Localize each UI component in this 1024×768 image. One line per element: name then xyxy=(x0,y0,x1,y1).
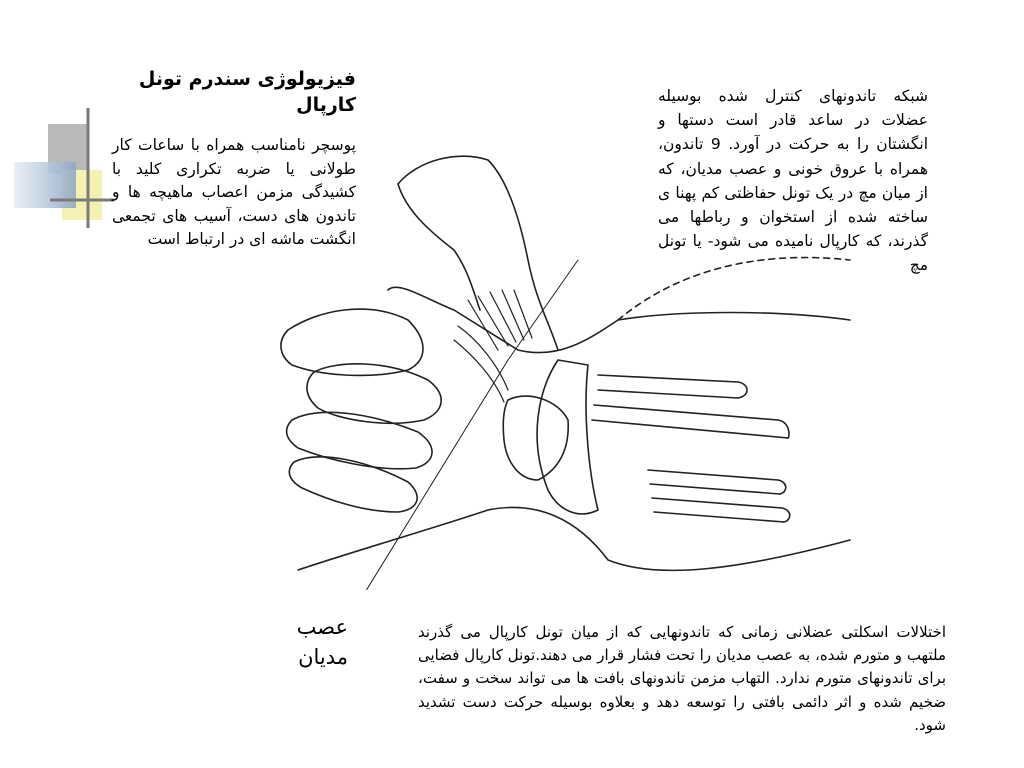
decorative-squares xyxy=(12,108,114,230)
carpal-tunnel-illustration xyxy=(258,150,858,590)
bottom-paragraph: اختلالات اسکلتی عضلانی زمانی که تاندونهایی که از میان تونل کارپال می گذرند ملتهب و متورم شده، به عصب مدیان را تحت فشار قرار می دهند.تونل کارپال فضایی برای تاندونهای متورم ندارد. التهاب مزمن تاندونهای بافت ها می تواند سخت و سفت، ضخیم شده و اثر دائمی بافتی را توسعه دهد و بعلاوه بوسیله حرکت دست تشدید شود. xyxy=(418,623,946,734)
median-nerve-label: عصب مدیان xyxy=(296,615,348,669)
slide-title: فیزیولوژی سندرم تونل کارپال xyxy=(138,68,356,116)
right-paragraph: شبکه تاندونهای کنترل شده بوسیله عضلات در ساعد قادر است دستها و انگشتان را به حرکت در آورد. 9 تاندون، همراه با عروق خونی و عصب مدیان، که از میان مچ در یک تونل حفاظتی کم پهنا ی ساخته شده از استخوان و رباطها می گذرند، که کارپال نامیده می شود- یا تونل مچ xyxy=(658,87,928,275)
left-paragraph: پوسچر نامناسب همراه با ساعات کار طولانی یا ضربه تکراری کلید با کشیدگی مزمن اعصاب ماهیچه ها و تاندون های دست، آسیب های تجمعی انگشت ماشه ای در ارتباط است xyxy=(112,136,356,248)
